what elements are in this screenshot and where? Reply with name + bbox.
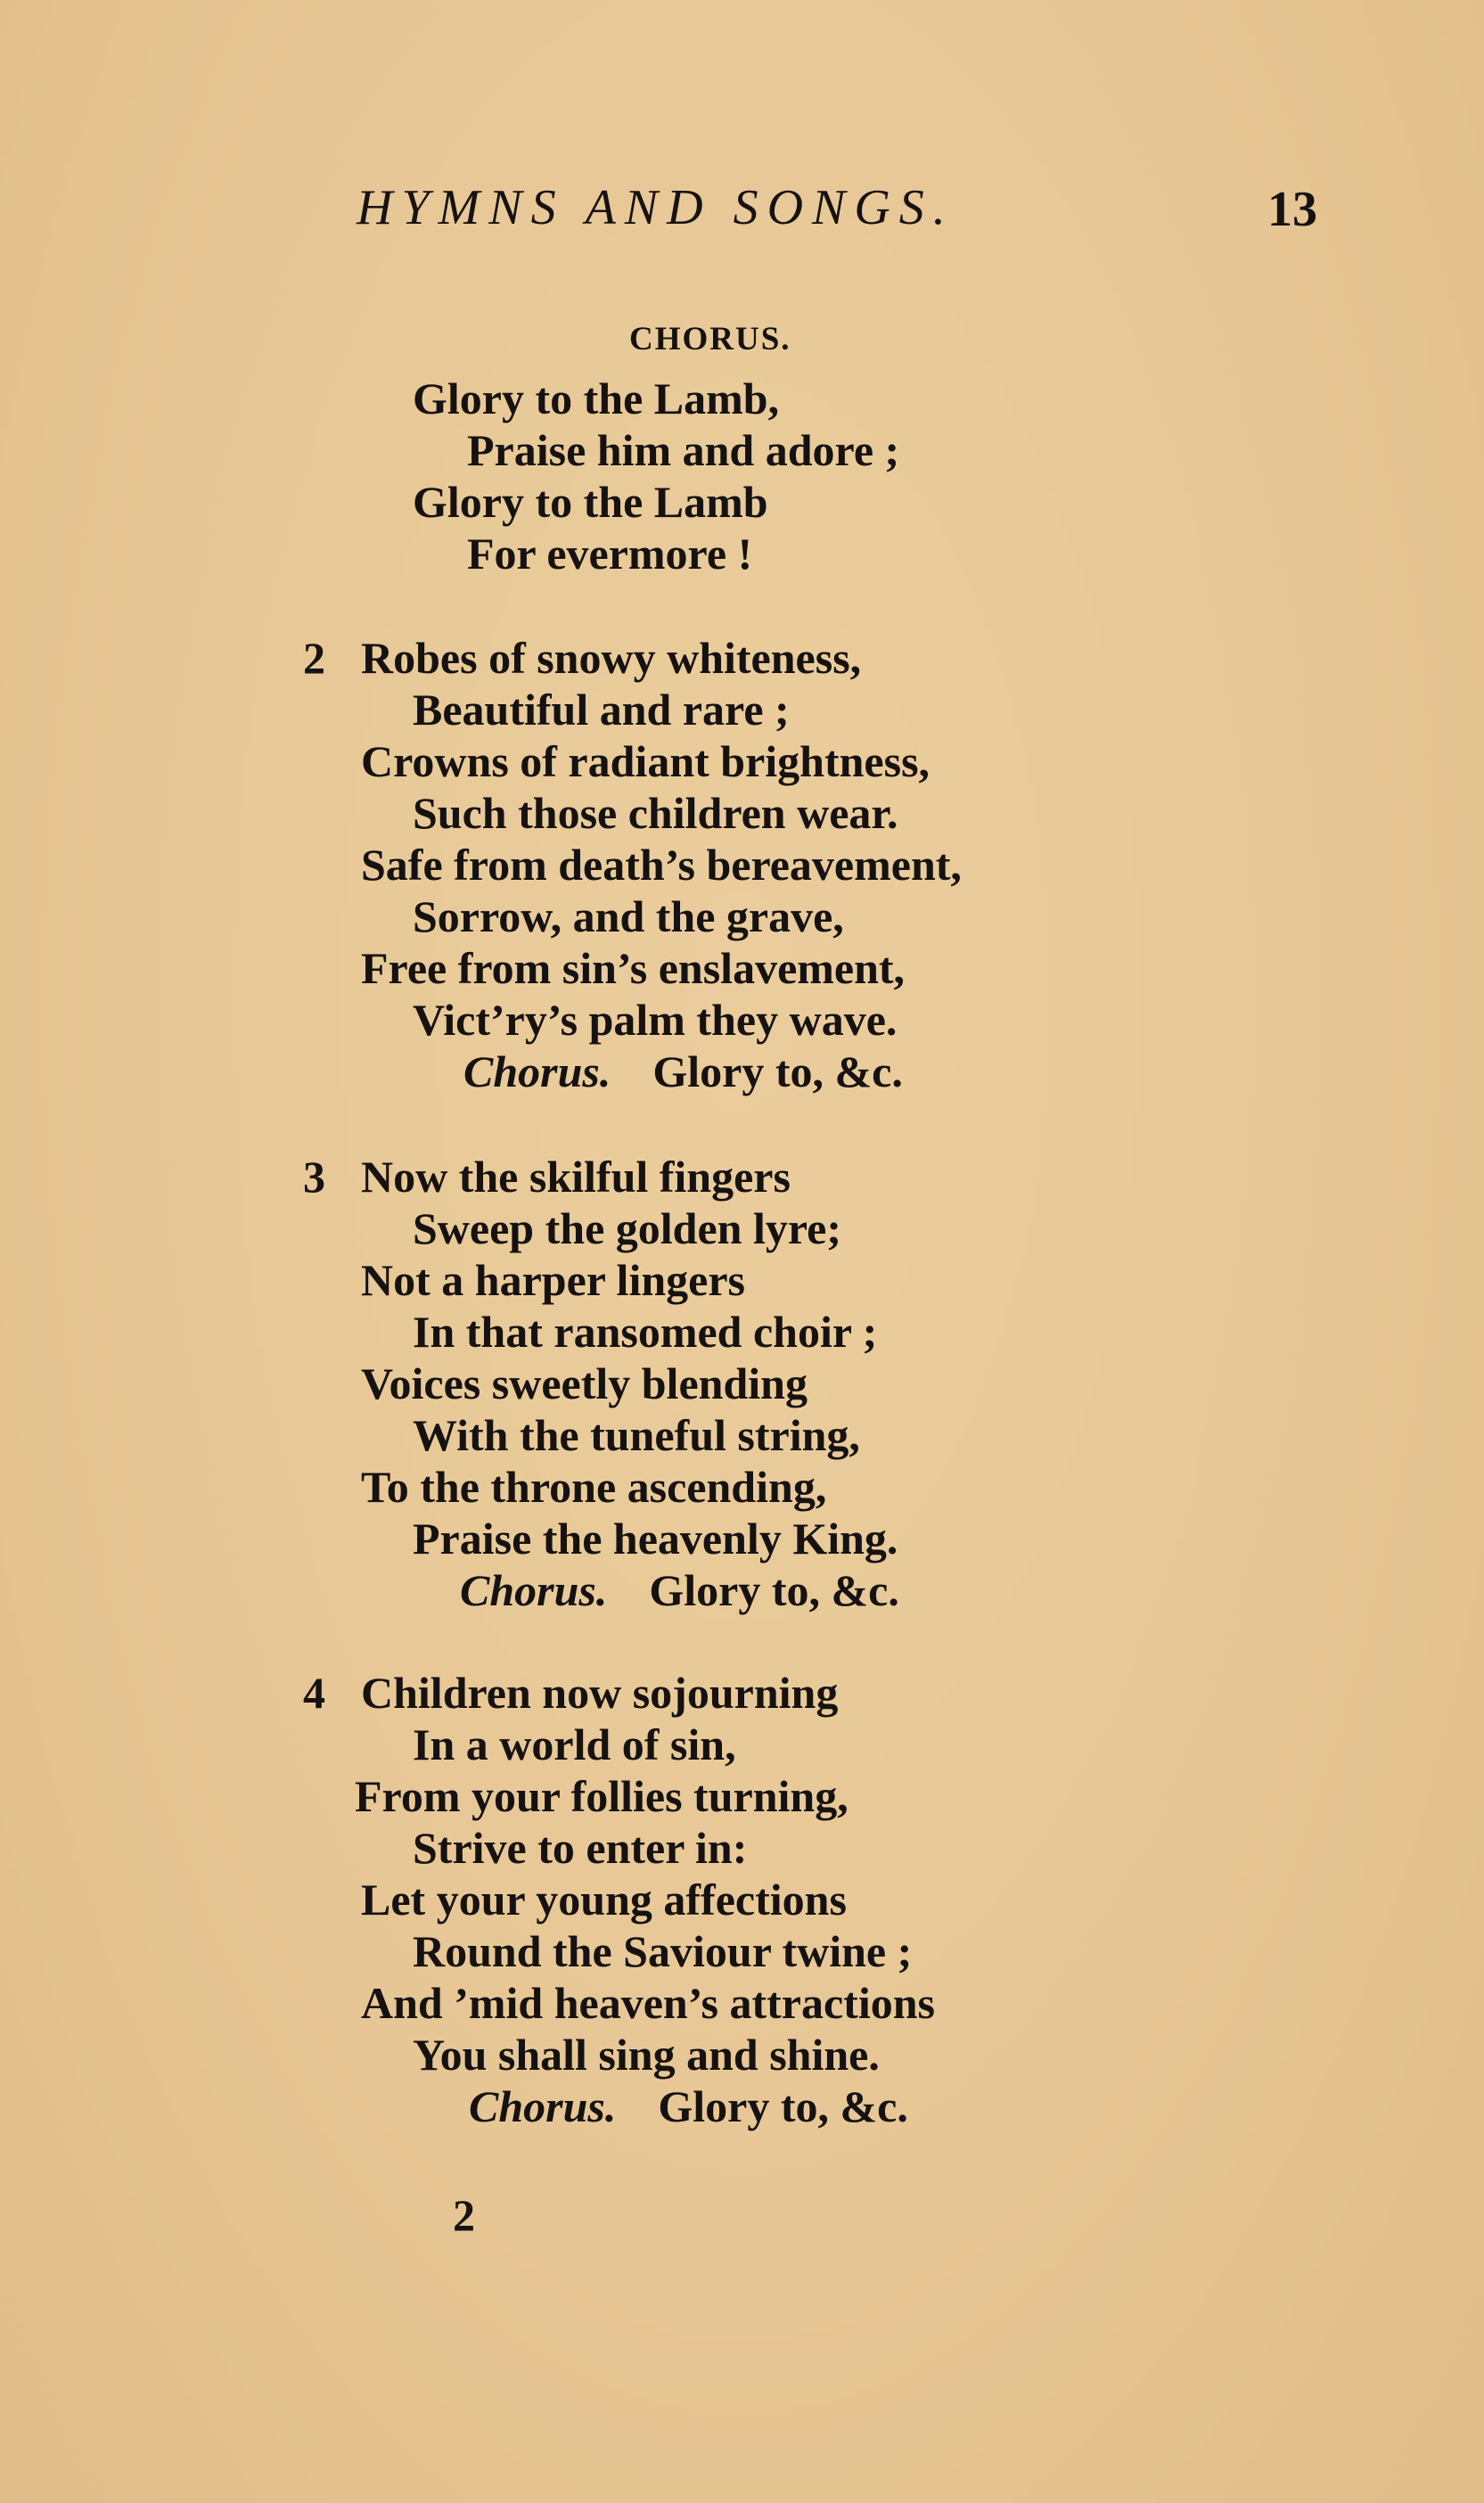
verse-line: Crowns of radiant brightness,	[361, 736, 931, 786]
verse-line: In a world of sin,	[413, 1719, 736, 1769]
chorus-line: Praise him and adore ;	[467, 425, 900, 475]
verse-number: 4	[303, 1668, 325, 1718]
chorus-ref-text: Glory to, &c.	[652, 1046, 903, 1096]
verse-line: Robes of snowy whiteness,	[361, 633, 862, 683]
verse-line: From your follies turning,	[355, 1771, 849, 1821]
verse-number: 2	[303, 633, 325, 683]
verse-line: Beautiful and rare ;	[413, 685, 790, 734]
verse-line: Vict’ry’s palm they wave.	[413, 995, 898, 1045]
verse-line: Round the Saviour twine ;	[413, 1926, 913, 1976]
signature-mark: 2	[453, 2190, 475, 2240]
chorus-label: Chorus.	[460, 1565, 608, 1615]
chorus-reference	[469, 2081, 908, 2131]
verse-line: Praise the heavenly King.	[413, 1514, 898, 1563]
verse-line: Let your young affections	[361, 1875, 847, 1924]
chorus-reference	[463, 1046, 903, 1096]
verse-line: Voices sweetly blending	[361, 1358, 808, 1408]
verse-line: In that ransomed choir ;	[413, 1307, 878, 1357]
running-header-title: HYMNS AND SONGS.	[357, 180, 955, 235]
verse-line: Free from sin’s enslavement,	[361, 943, 906, 993]
chorus-ref-text: Glory to, &c.	[649, 1565, 899, 1615]
verse-line: Now the skilful fingers	[361, 1152, 791, 1202]
verse-line: Strive to enter in:	[413, 1823, 748, 1873]
chorus-label: Chorus.	[463, 1046, 611, 1096]
verse-line: You shall sing and shine.	[413, 2030, 880, 2080]
verse-line: Sorrow, and the grave,	[413, 891, 844, 941]
verse-line: And ’mid heaven’s attractions	[361, 1978, 935, 2028]
chorus-line: Glory to the Lamb,	[413, 373, 780, 423]
verse-line: To the throne ascending,	[361, 1462, 827, 1512]
verse-line: Such those children wear.	[413, 788, 898, 838]
verse-line: Not a harper lingers	[361, 1255, 745, 1305]
verse-number: 3	[303, 1152, 325, 1202]
chorus-heading: CHORUS.	[629, 321, 791, 357]
chorus-label: Chorus.	[469, 2081, 617, 2131]
chorus-reference	[460, 1565, 899, 1615]
verse-line: Safe from death’s bereavement,	[361, 840, 962, 890]
verse-line: With the tuneful string,	[413, 1410, 860, 1460]
verse-line: Children now sojourning	[361, 1668, 839, 1718]
chorus-ref-text: Glory to, &c.	[658, 2081, 908, 2131]
chorus-line: Glory to the Lamb	[413, 477, 768, 527]
verse-line: Sweep the golden lyre;	[413, 1203, 841, 1253]
chorus-line: For evermore !	[467, 529, 753, 579]
page-number: 13	[1267, 182, 1317, 237]
